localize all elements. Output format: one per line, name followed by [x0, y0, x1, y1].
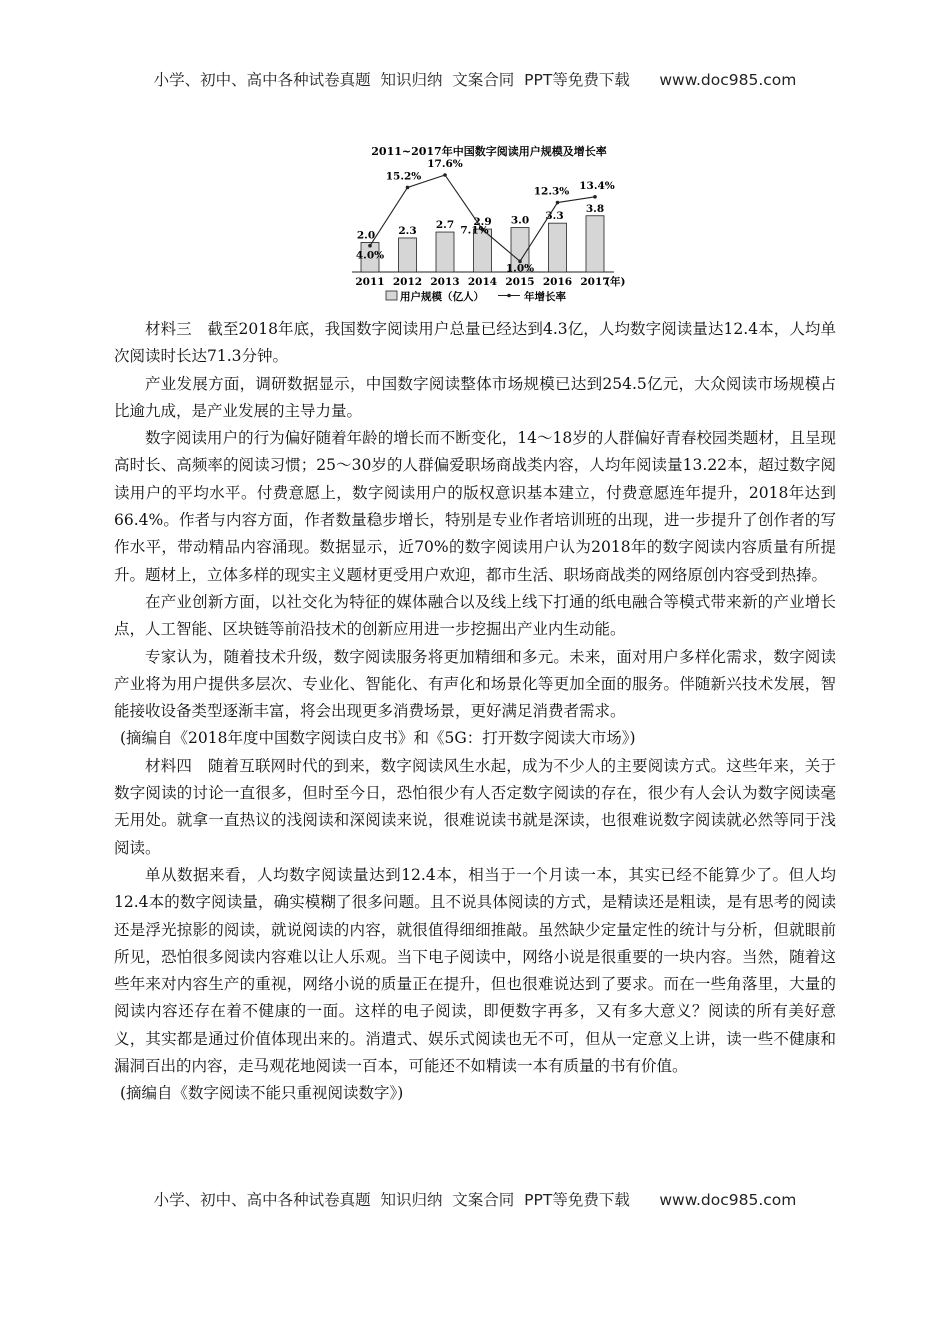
- legend-bar-swatch: [386, 291, 397, 300]
- rate-value-label: 4.0%: [355, 249, 385, 262]
- bar-value-label: 3.3: [545, 210, 564, 223]
- source-note: (摘编自《2018年度中国数字阅读白皮书》和《5G：打开数字阅读大市场》): [120, 729, 636, 748]
- page-footer: 小学、初中、高中各种试卷真题 知识归纳 文案合同 PPT等免费下载 www.doc985.com: [153, 1191, 797, 1209]
- paragraph-material-3: 材料三 截至2018年底，我国数字阅读用户总量已经达到4.3亿，人均数字阅读量达12.4本，人均单次阅读时长达71.3分钟。: [114, 320, 836, 366]
- legend-line-marker: [507, 294, 511, 298]
- rate-value-label: 7.1%: [460, 224, 489, 237]
- x-tick-label: 2011: [355, 276, 385, 288]
- paragraph: 数字阅读用户的行为偏好随着年龄的增长而不断变化，14～18岁的人群偏好青春校园类题材，且呈现高时长、高频率的阅读习惯；25～30岁的人群偏爱职场商战类内容，人均年阅读量13.22本，超过数字阅读用户的平均水平。付费意愿上，数字阅读用户的版权意识基本建立，付费意愿连年提升，2018年达到66.4%。作者与内容方面，作者数量稳步增长，特别是专业作者培训班的出现，进一步提升了创作者的写作水平，带动精品内容涌现。数据显示，近70%的数字阅读用户认为2018年的数字阅读内容质量有所提升。题材上，立体多样的现实主义题材更受用户欢迎，都市生活、职场商战类的网络原创内容受到热捧。: [114, 429, 836, 584]
- paragraph: 在产业创新方面，以社交化为特征的媒体融合以及线上线下打通的纸电融合等模式带来新的产业增长点，人工智能、区块链等前沿技术的创新应用进一步挖掘出产业内生动能。: [114, 592, 836, 639]
- bar-value-label: 3.8: [585, 202, 605, 215]
- source-note: (摘编自《数字阅读不能只重视阅读数字》): [120, 1084, 404, 1103]
- growth-rate-point: [368, 244, 372, 248]
- chart-legend: [386, 290, 566, 303]
- chart-title: 2011~2017年中国数字阅读用户规模及增长率: [371, 145, 607, 158]
- growth-rate-point: [556, 201, 560, 205]
- bar-value-label: 3.0: [510, 214, 530, 227]
- rate-value-label: 17.6%: [427, 158, 463, 170]
- growth-rate-point: [406, 186, 410, 190]
- bar-2017: [586, 216, 604, 272]
- rate-value-label: 13.4%: [579, 179, 615, 192]
- paragraph: 单从数据来看，人均数字阅读量达到12.4本，相当于一个月读一本，其实已经不能算少了。但人均12.4本的数字阅读量，确实模糊了很多问题。且不说具体阅读的方式，是精读还是粗读，是有思考的阅读还是浮光掠影的阅读，就说阅读的内容，就很值得细细推敲。虽然缺少定量定性的统计与分析，但就眼前所见，恐怕很多阅读内容难以让人乐观。当下电子阅读中，网络小说是很重要的一块内容。当然，随着这些年来对内容生产的重视，网络小说的质量正在提升，但也很难说达到了要求。而在一些角落里，大量的阅读内容还存在着不健康的一面。这样的电子阅读，即便数字再多，又有多大意义？阅读的所有美好意义，其实都是通过价值体现出来的。消遣式、娱乐式阅读也无不可，但从一定意义上讲，读一些不健康和漏洞百出的内容，走马观花地阅读一百本，可能还不如精读一本有质量的书有价值。: [114, 865, 836, 1076]
- legend-line-label: 年增长率: [524, 291, 566, 303]
- x-tick-label: 2017: [580, 276, 610, 288]
- x-tick-label: 2012: [392, 276, 423, 288]
- bar-2012: [399, 238, 417, 272]
- x-unit-label: (年): [605, 276, 626, 288]
- x-tick-label: 2016: [542, 276, 573, 288]
- rate-value-label: 15.2%: [385, 170, 422, 183]
- growth-rate-point: [593, 195, 597, 199]
- page-header: 小学、初中、高中各种试卷真题 知识归纳 文案合同 PPT等免费下载 www.doc985.com: [153, 71, 797, 89]
- rate-value-label: 1.0%: [505, 262, 535, 275]
- bar-value-label: 2.0: [356, 229, 376, 242]
- paragraph: 专家认为，随着技术升级，数字阅读服务将更加精细和多元。未来，面对用户多样化需求，数字阅读产业将为用户提供多层次、专业化、智能化、有声化和场景化等更加全面的服务。伴随新兴技术发展，智能接收设备类型逐渐丰富，将会出现更多消费场景，更好满足消费者需求。: [114, 647, 836, 721]
- rate-value-label: 12.3%: [533, 185, 570, 198]
- paragraph: 产业发展方面，调研数据显示，中国数字阅读整体市场规模已达到254.5亿元，大众阅读市场规模占比逾九成，是产业发展的主导力量。: [114, 374, 836, 420]
- legend-bar-label: 用户规模（亿人）: [400, 291, 484, 303]
- growth-rate-point: [443, 173, 447, 177]
- x-tick-label: 2014: [467, 276, 498, 288]
- article-body: [114, 316, 836, 1108]
- bar-value-label: 2.3: [398, 224, 417, 237]
- bar-2013: [436, 232, 454, 272]
- paragraph-material-4: 材料四 随着互联网时代的到来，数字阅读风生水起，成为不少人的主要阅读方式。这些年来，关于数字阅读的讨论一直很多，但时至今日，恐怕很少有人否定数字阅读的存在，很少有人会认为数字阅读毫无用处。就拿一直热议的浅阅读和深阅读来说，很难说读书就是深读，也很难说数字阅读就必然等同于浅阅读。: [114, 756, 836, 857]
- bar-2016: [549, 223, 567, 272]
- bar-value-label: 2.9: [473, 216, 492, 229]
- x-tick-label: 2013: [430, 276, 460, 288]
- bar-value-label: 2.7: [435, 219, 455, 232]
- user-scale-chart: [344, 140, 634, 308]
- x-tick-label: 2015: [505, 276, 535, 288]
